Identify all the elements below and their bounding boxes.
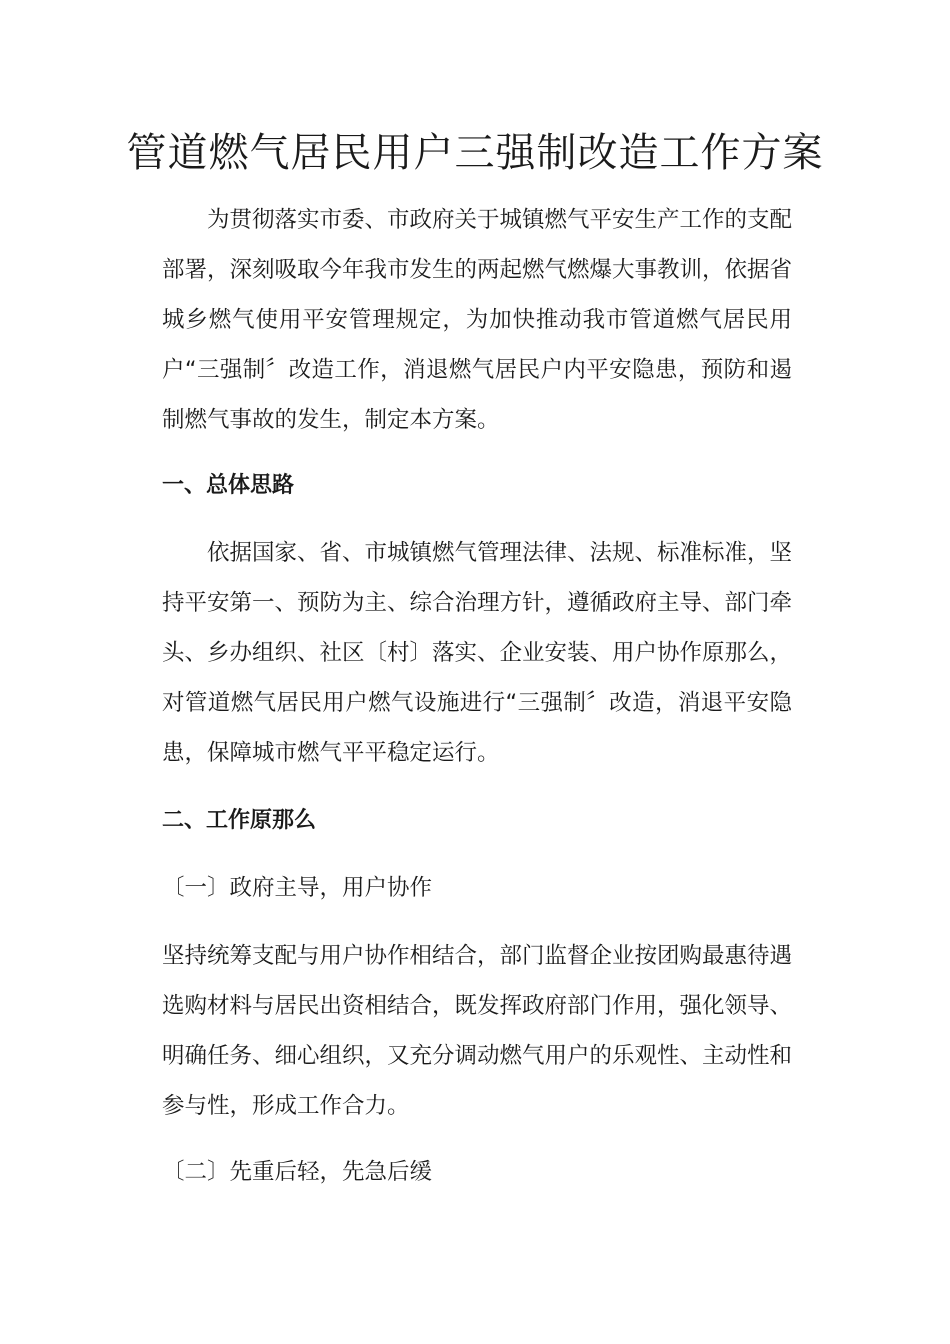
section-1-heading: 一、总体思路 xyxy=(162,473,295,498)
subsection-1-paragraph: 坚持统筹支配与用户协作相结合，部门监督企业按团购最惠待遇选购材料与居民出资相结合，既发挥政府部门作用，强化领导、明确任务、细心组织，又充分调动燃气用户的乐观性、主动性和参与性，形成工作合力。 xyxy=(162,943,793,1119)
document-title: 管道燃气居民用户三强制改造工作方案 xyxy=(126,130,824,176)
section-1-paragraph: 依据国家、省、市城镇燃气管理法律、法规、标准标准，坚持平安第一、预防为主、综合治理方针，遵循政府主导、部门牵头、乡办组织、社区〔村〕落实、企业安装、用户协作原那么，对管道燃气居民用户燃气设施进行“三强制〞改造，消退平安隐患，保障城市燃气平平稳定运行。 xyxy=(162,540,793,766)
subsection-2-heading: 〔二〕先重后轻，先急后缓 xyxy=(162,1159,433,1185)
intro-paragraph: 为贯彻落实市委、市政府关于城镇燃气平安生产工作的支配部署，深刻吸取今年我市发生的两起燃气燃爆大事教训，依据省城乡燃气使用平安管理规定，为加快推动我市管道燃气居民用户“三强制〞改造工作，消退燃气居民户内平安隐患，预防和遏制燃气事故的发生，制定本方案。 xyxy=(162,207,793,433)
subsection-1-heading: 〔一〕政府主导，用户协作 xyxy=(162,875,433,901)
section-2-heading: 二、工作原那么 xyxy=(162,808,317,833)
